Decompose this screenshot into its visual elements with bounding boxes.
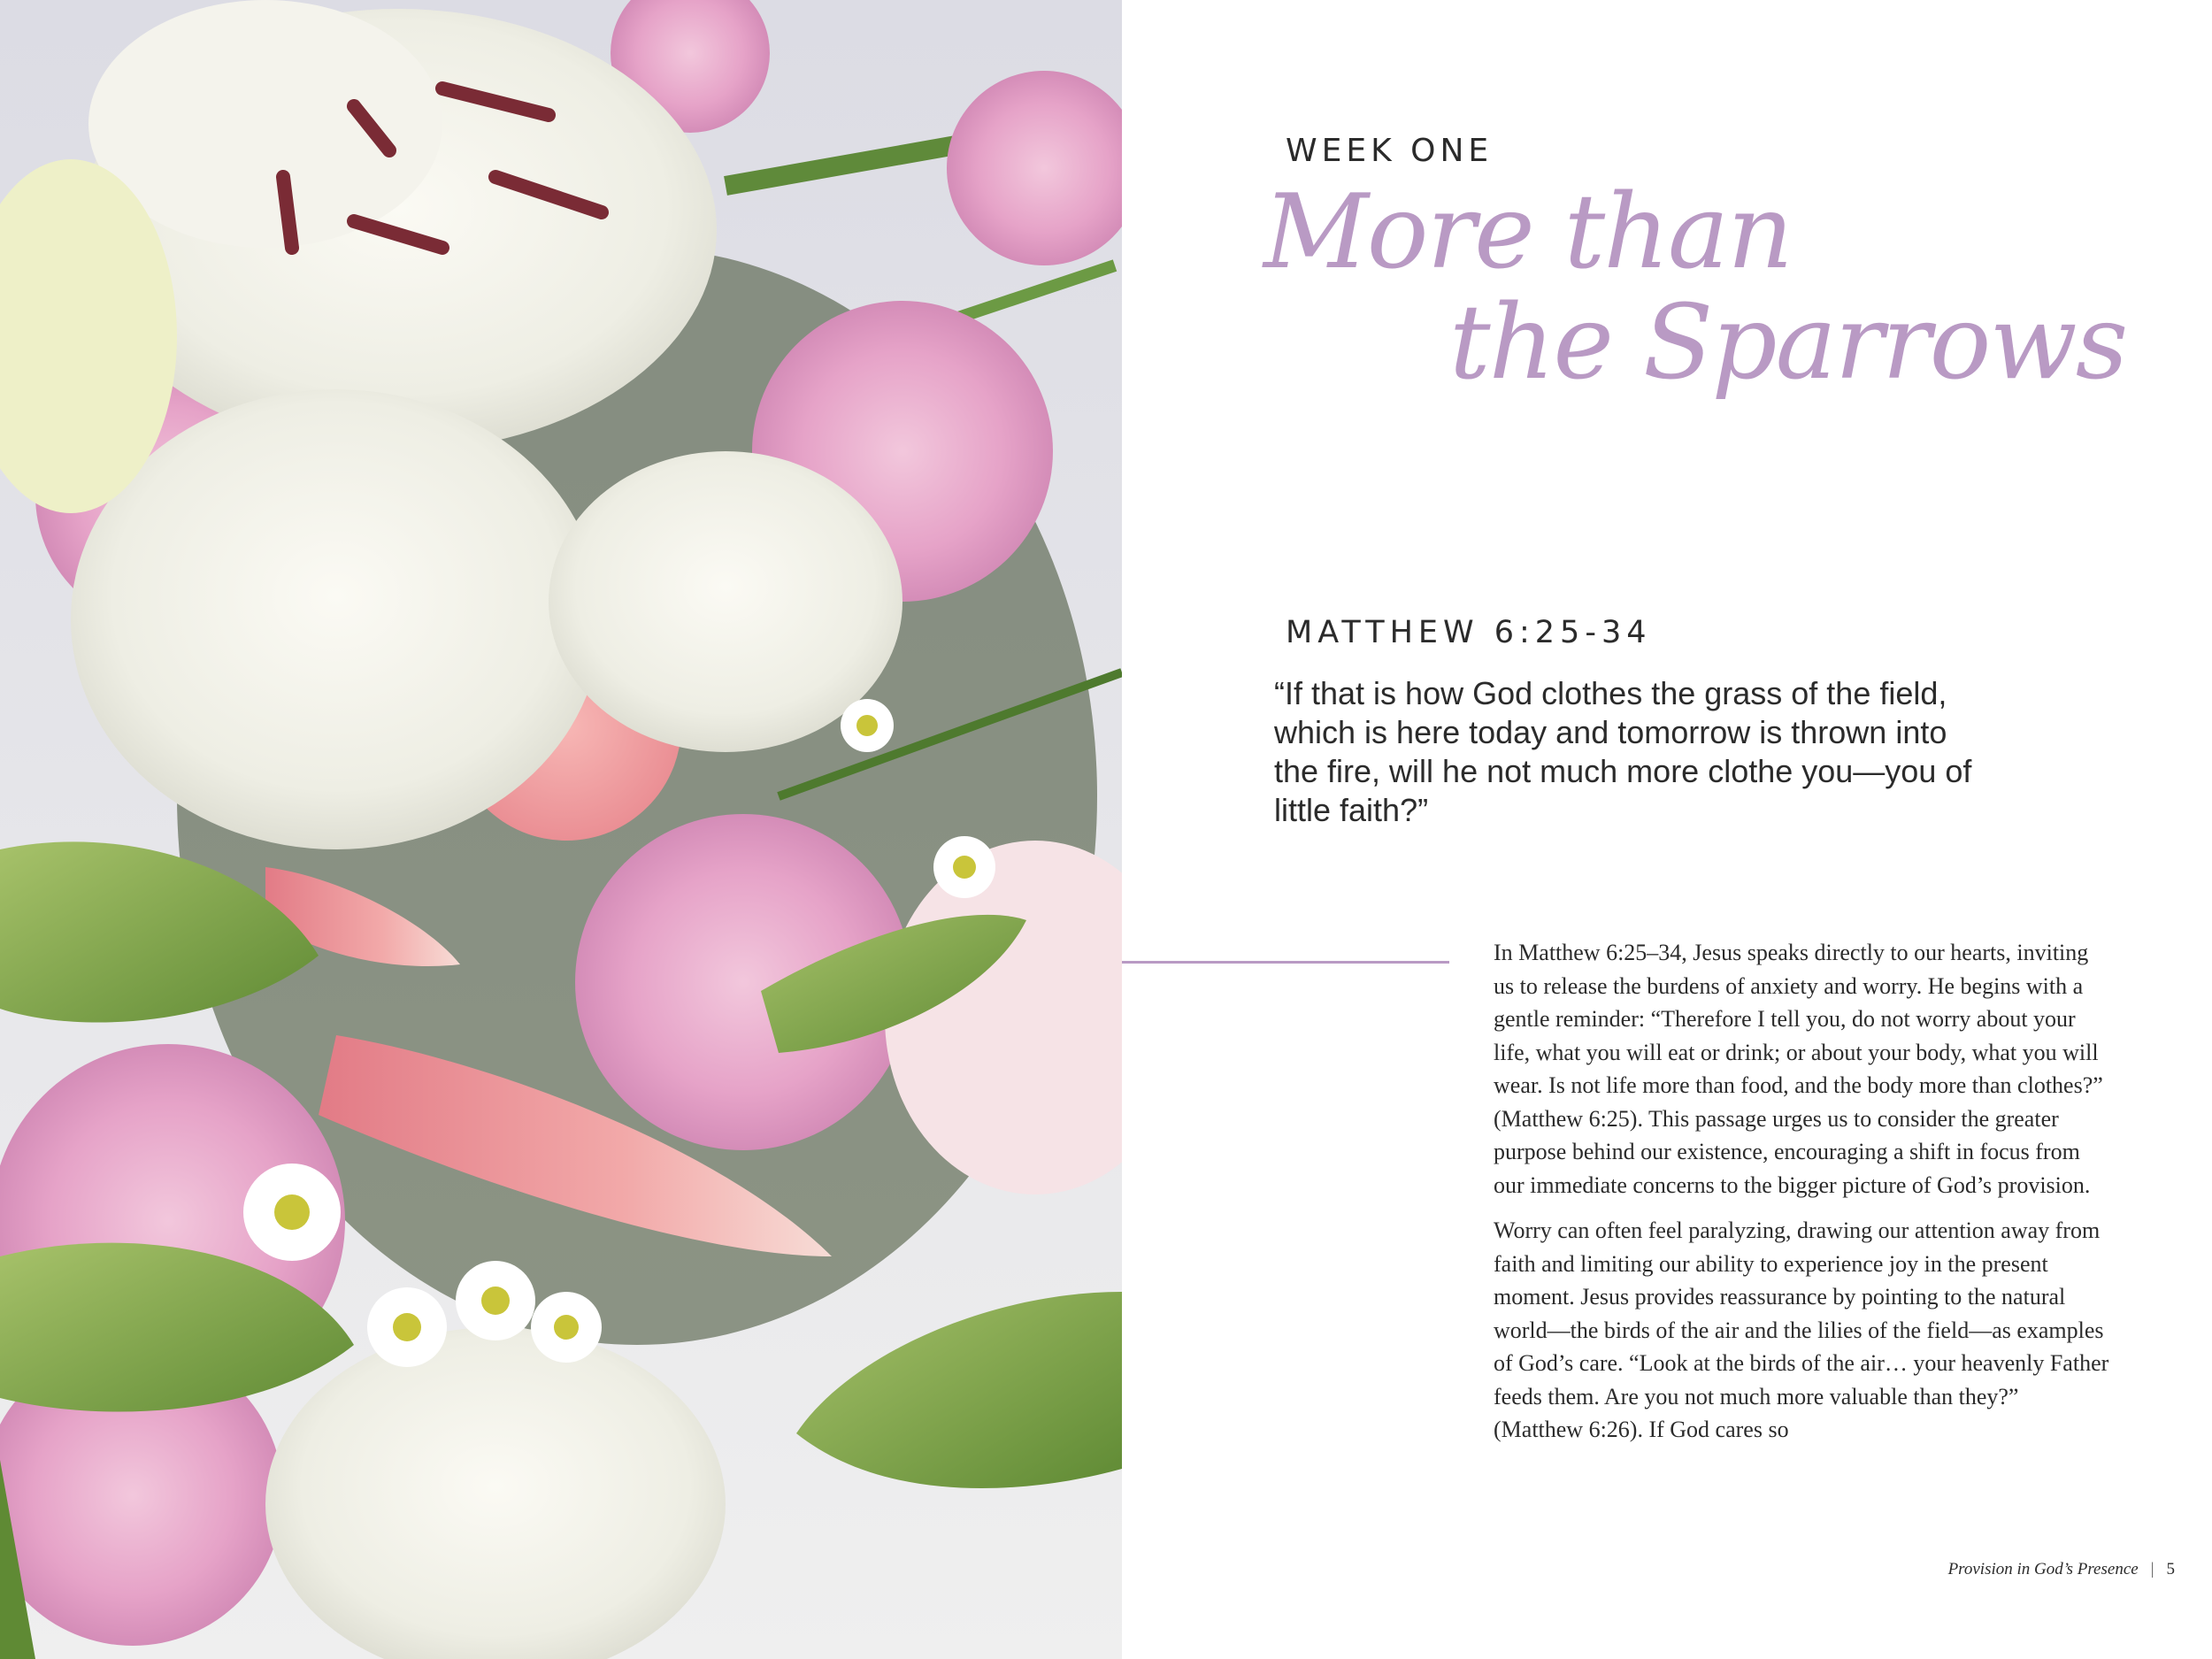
scripture-quote: “If that is how God clothes the grass of the field, which is here today and tomorrow is thrown into the fire, will he not much more clothe you—you of little faith?”: [1274, 675, 1972, 828]
body-paragraph: Worry can often feel paralyzing, drawing our attention away from faith and limiting our ability to experience joy in the present moment. Jesus provides reassurance by pointing to the natural world—the birds of the air and the lilies of the field—as examples of God’s care. “Look at the birds of the air… your heavenly Father feeds them. Are you not much more valuable than they?” (Matthew 6:26). If God cares so: [1494, 1217, 2109, 1442]
divider-rule: [1122, 961, 1449, 964]
scripture-reference: MATTHEW 6:25-34: [1286, 615, 1652, 650]
week-label: WEEK ONE: [1286, 133, 1494, 169]
body-paragraph: In Matthew 6:25–34, Jesus speaks directly to our hearts, inviting us to release the burdens of anxiety and worry. He begins with a gentle reminder: “Therefore I tell you, do not worry about your life, what you will eat or drink; or about your body, what you will wear. Is not life more than food, and the body more than clothes?” (Matthew 6:25). This passage urges us to consider the greater purpose behind our existence, encouraging a shift in focus from our immediate concerns to the bigger picture of God’s provision.: [1494, 940, 2103, 1198]
body-text: [1494, 936, 2113, 1459]
footer-separator: |: [2150, 1560, 2154, 1578]
page-number: 5: [2166, 1560, 2175, 1578]
running-title: Provision in God’s Presence: [1947, 1560, 2139, 1578]
page-footer: [1948, 1560, 2175, 1579]
text-page: [1122, 0, 2212, 1659]
chapter-title-line-1: More than: [1263, 173, 1792, 292]
chapter-title-line-2: the Sparrows: [1449, 283, 2127, 403]
